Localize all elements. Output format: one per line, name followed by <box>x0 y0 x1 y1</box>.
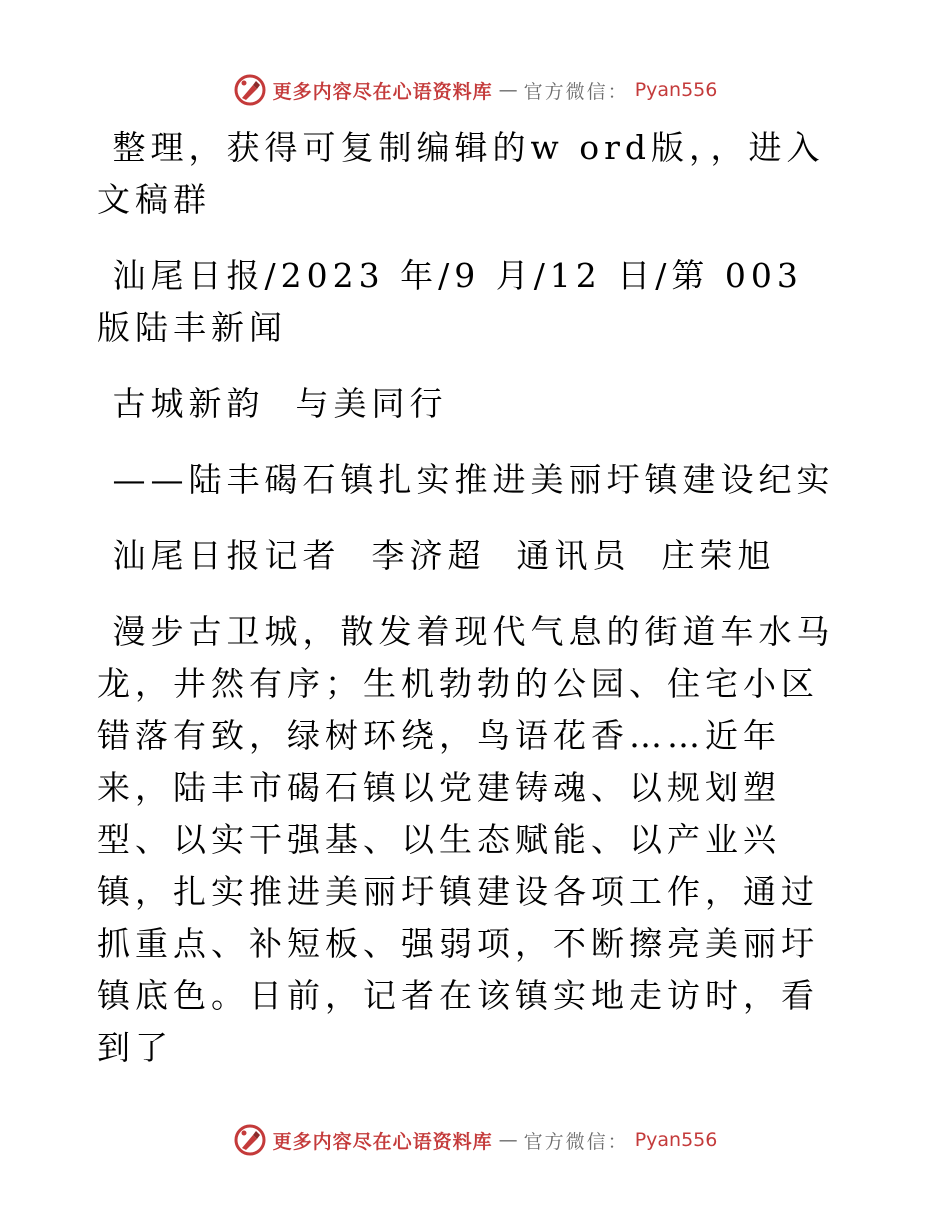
intro-paragraph: 整理，获得可复制编辑的w ord版，，进入文稿群 <box>97 128 825 219</box>
banner-wechat-id: Pyan556 <box>634 1129 718 1151</box>
banner-title: 更多内容尽在心语资料库 <box>272 1130 493 1153</box>
banner-wechat-label: 官方微信： <box>523 1130 629 1153</box>
footer-banner <box>0 1120 950 1160</box>
banner-wechat-label: 官方微信： <box>523 80 629 103</box>
header-banner <box>0 70 950 110</box>
pen-logo-icon <box>233 1123 267 1157</box>
pen-logo-icon <box>233 73 267 107</box>
byline: 汕尾日报记者 李济超 通讯员 庄荣旭 <box>97 536 776 575</box>
banner-dash: — <box>498 1129 518 1151</box>
headline: 古城新韵 与美同行 <box>97 384 448 423</box>
banner-title: 更多内容尽在心语资料库 <box>272 80 493 103</box>
subheadline: ——陆丰碣石镇扎实推进美丽圩镇建设纪实 <box>97 460 835 499</box>
article <box>97 122 852 1074</box>
banner-dash: — <box>498 79 518 101</box>
banner-wechat-id: Pyan556 <box>634 79 718 101</box>
source-line: 汕尾日报/2023 年/9 月/12 日/第 003 版陆丰新闻 <box>97 256 819 347</box>
body-paragraph: 漫步古卫城，散发着现代气息的街道车水马龙，井然有序；生机勃勃的公园、住宅小区错落有致，绿树环绕，鸟语花香……近年来，陆丰市碣石镇以党建铸魂、以规划塑型、以实干强基、以生态赋能、以产业兴镇，扎实推进美丽圩镇建设各项工作，通过抓重点、补短板、强弱项，不断擦亮美丽圩镇底色。日前，记者在该镇实地走访时，看到了 <box>97 612 835 1067</box>
